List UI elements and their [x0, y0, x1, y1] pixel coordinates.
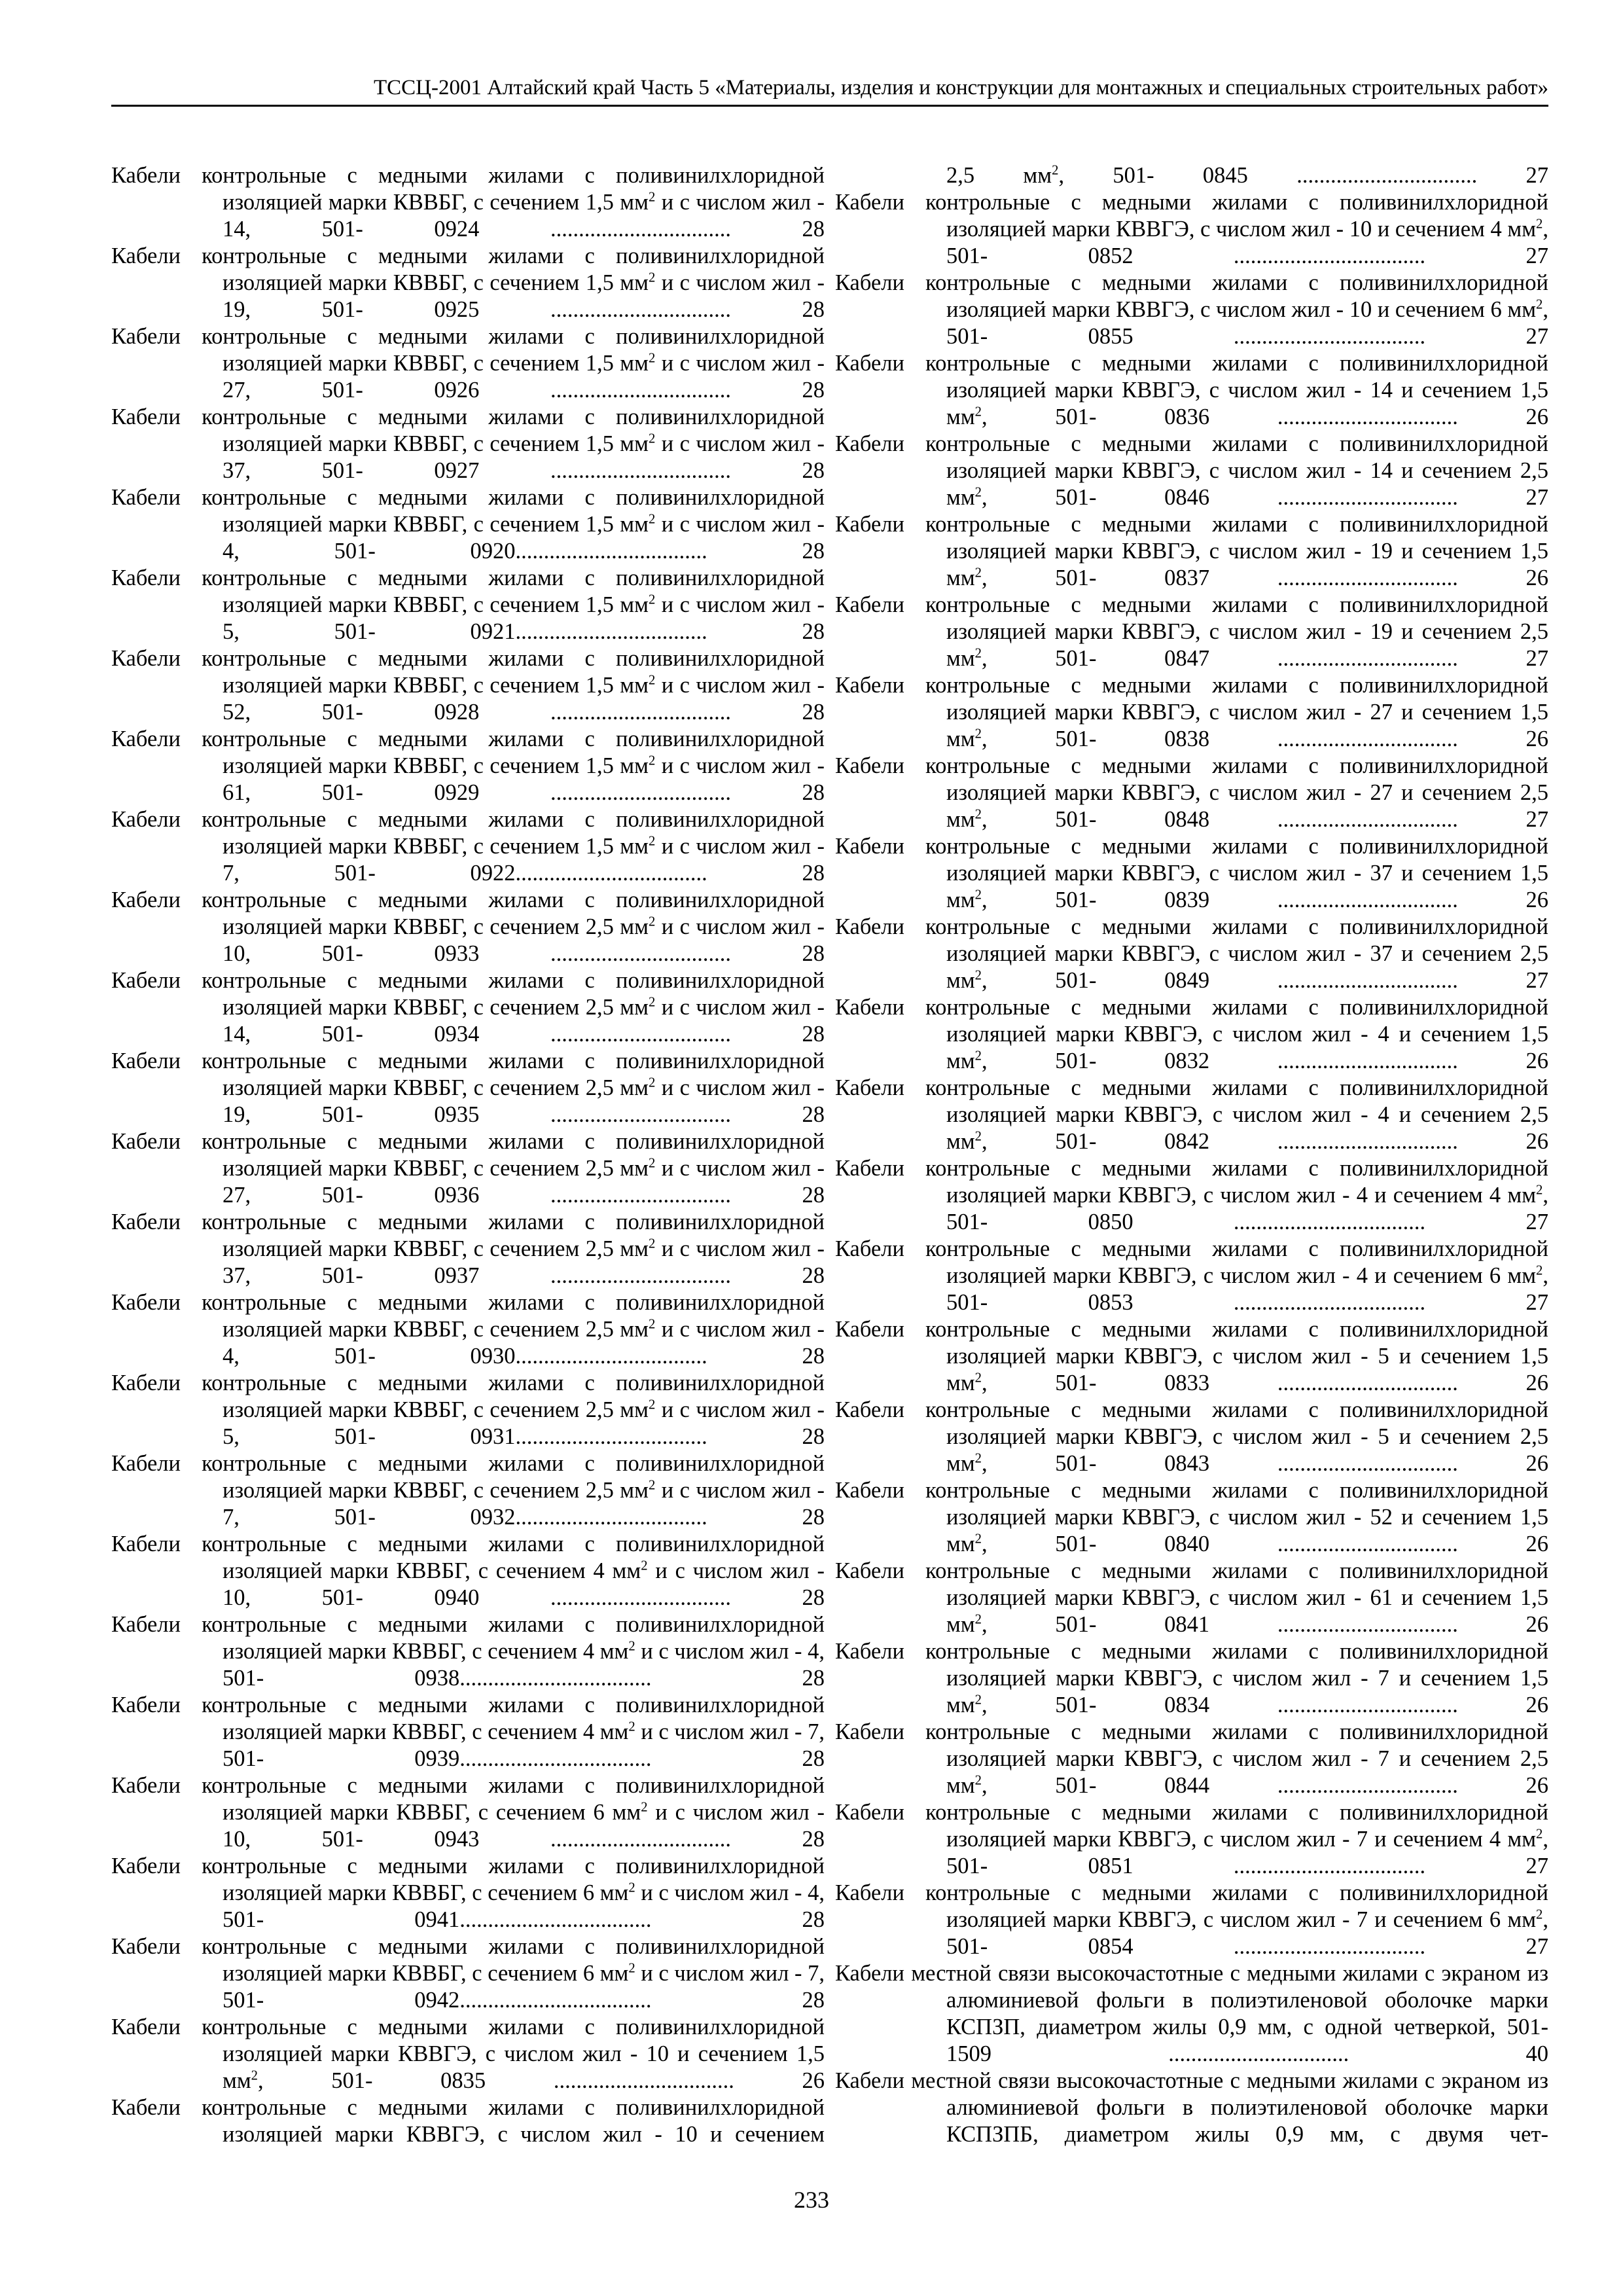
index-entry: Кабели контрольные с медными жилами с поливинилхлоридной изоляцией марки КВВБГ, с сечением 4 $мм^2$ и с числом жил - 10, 501- 0940 ................................ 28: [111, 1532, 825, 1610]
index-entry: Кабели контрольные с медными жилами с поливинилхлоридной изоляцией марки КВВГЭ, с числом жил - 27 и сечением 2,5 $мм^2$, 501- 0848 ................................ 27: [835, 753, 1548, 832]
index-entry: Кабели контрольные с медными жилами с поливинилхлоридной изоляцией марки КВВБГ, с сечением 2,5 $мм^2$ и с числом жил - 4, 501- 0930.................................. 28: [111, 1290, 825, 1369]
index-entry: Кабели контрольные с медными жилами с поливинилхлоридной изоляцией марки КВВГЭ, с числом жил - 10 и сечением 4 $мм^2$, 501- 0852 .................................. 27: [835, 190, 1548, 268]
index-entry: Кабели контрольные с медными жилами с поливинилхлоридной изоляцией марки КВВБГ, с сечением 1,5 $мм^2$ и с числом жил - 37, 501- 0927 ................................ 28: [111, 404, 825, 483]
index-entry: Кабели контрольные с медными жилами с поливинилхлоридной изоляцией марки КВВБГ, с сечением 2,5 $мм^2$ и с числом жил - 10, 501- 0933 ................................ 28: [111, 888, 825, 966]
index-entry: Кабели контрольные с медными жилами с поливинилхлоридной изоляцией марки КВВБГ, с сечением 2,5 $мм^2$ и с числом жил - 7, 501- 0932.................................. 28: [111, 1451, 825, 1530]
index-entry: Кабели контрольные с медными жилами с поливинилхлоридной изоляцией марки КВВБГ, с сечением 2,5 $мм^2$ и с числом жил - 5, 501- 0931.................................. 28: [111, 1371, 825, 1449]
index-entry: Кабели контрольные с медными жилами с поливинилхлоридной изоляцией марки КВВГЭ, с числом жил - 10 и сечением: [111, 2095, 825, 2147]
index-entry: Кабели контрольные с медными жилами с поливинилхлоридной изоляцией марки КВВБГ, с сечением 1,5 $мм^2$ и с числом жил - 5, 501- 0921.................................. 28: [111, 565, 825, 644]
index-entry: Кабели контрольные с медными жилами с поливинилхлоридной изоляцией марки КВВБГ, с сечением 2,5 $мм^2$ и с числом жил - 37, 501- 0937 ................................ 28: [111, 1210, 825, 1288]
index-entry: Кабели контрольные с медными жилами с поливинилхлоридной изоляцией марки КВВГЭ, с числом жил - 10 и сечением 1,5 $мм^2$, 501- 0835 ................................ 26: [111, 2015, 825, 2093]
index-entry: Кабели контрольные с медными жилами с поливинилхлоридной изоляцией марки КВВГЭ, с числом жил - 37 и сечением 1,5 $мм^2$, 501- 0839 ................................ 26: [835, 834, 1548, 912]
index-entry: Кабели контрольные с медными жилами с поливинилхлоридной изоляцией марки КВВГЭ, с числом жил - 4 и сечением 4 $мм^2$, 501- 0850 .................................. 27: [835, 1156, 1548, 1234]
index-entry: Кабели контрольные с медными жилами с поливинилхлоридной изоляцией марки КВВБГ, с сечением 4 $мм^2$ и с числом жил - 7, 501- 0939.................................. 28: [111, 1693, 825, 1771]
index-entry: Кабели контрольные с медными жилами с поливинилхлоридной изоляцией марки КВВГЭ, с числом жил - 7 и сечением 1,5 $мм^2$, 501- 0834 ................................ 26: [835, 1639, 1548, 1717]
index-entry: Кабели контрольные с медными жилами с поливинилхлоридной изоляцией марки КВВБГ, с сечением 6 $мм^2$ и с числом жил - 10, 501- 0943 ................................ 28: [111, 1773, 825, 1852]
index-entry: Кабели контрольные с медными жилами с поливинилхлоридной изоляцией марки КВВГЭ, с числом жил - 14 и сечением 1,5 $мм^2$, 501- 0836 ................................ 26: [835, 351, 1548, 429]
index-entry: Кабели контрольные с медными жилами с поливинилхлоридной изоляцией марки КВВГЭ, с числом жил - 14 и сечением 2,5 $мм^2$, 501- 0846 ................................ 27: [835, 431, 1548, 510]
page-number: 233: [794, 2187, 829, 2213]
index-entry: Кабели контрольные с медными жилами с поливинилхлоридной изоляцией марки КВВБГ, с сечением 1,5 $мм^2$ и с числом жил - 7, 501- 0922.................................. 28: [111, 807, 825, 886]
index-entry: Кабели контрольные с медными жилами с поливинилхлоридной изоляцией марки КВВГЭ, с числом жил - 5 и сечением 2,5 $мм^2$, 501- 0843 ................................ 26: [835, 1397, 1548, 1476]
index-entry: Кабели контрольные с медными жилами с поливинилхлоридной изоляцией марки КВВГЭ, с числом жил - 4 и сечением 6 $мм^2$, 501- 0853 .................................. 27: [835, 1236, 1548, 1315]
index-entry: Кабели контрольные с медными жилами с поливинилхлоридной изоляцией марки КВВГЭ, с числом жил - 7 и сечением 4 $мм^2$, 501- 0851 .................................. 27: [835, 1800, 1548, 1878]
index-entry: Кабели контрольные с медными жилами с поливинилхлоридной изоляцией марки КВВБГ, с сечением 6 $мм^2$ и с числом жил - 4, 501- 0941.................................. 28: [111, 1854, 825, 1932]
index-entry: Кабели местной связи высокочастотные с медными жилами с экраном из алюминиевой фольги в полиэтиленовой оболочке марки КСПЗПБ, диаметром жилы 0,9 мм, с двумя чет-: [835, 2068, 1548, 2147]
index-entry: Кабели контрольные с медными жилами с поливинилхлоридной изоляцией марки КВВГЭ, с числом жил - 10 и сечением 6 $мм^2$, 501- 0855 .................................. 27: [835, 270, 1548, 349]
index-column-left: [111, 162, 825, 2148]
index-entry: Кабели контрольные с медными жилами с поливинилхлоридной изоляцией марки КВВГЭ, с числом жил - 4 и сечением 1,5 $мм^2$, 501- 0832 ................................ 26: [835, 995, 1548, 1073]
index-entry: Кабели контрольные с медными жилами с поливинилхлоридной изоляцией марки КВВБГ, с сечением 1,5 $мм^2$ и с числом жил - 61, 501- 0929 ................................ 28: [111, 726, 825, 805]
index-entry: Кабели контрольные с медными жилами с поливинилхлоридной изоляцией марки КВВБГ, с сечением 1,5 $мм^2$ и с числом жил - 4, 501- 0920.................................. 28: [111, 485, 825, 564]
index-entry: Кабели контрольные с медными жилами с поливинилхлоридной изоляцией марки КВВГЭ, с числом жил - 7 и сечением 2,5 $мм^2$, 501- 0844 ................................ 26: [835, 1719, 1548, 1798]
index-entry: Кабели контрольные с медными жилами с поливинилхлоридной изоляцией марки КВВГЭ, с числом жил - 27 и сечением 1,5 $мм^2$, 501- 0838 ................................ 26: [835, 673, 1548, 751]
index-entry: Кабели контрольные с медными жилами с поливинилхлоридной изоляцией марки КВВГЭ, с числом жил - 61 и сечением 1,5 $мм^2$, 501- 0841 ................................ 26: [835, 1558, 1548, 1637]
index-entry: Кабели местной связи высокочастотные с медными жилами с экраном из алюминиевой фольги в полиэтиленовой оболочке марки КСПЗП, диаметром жилы 0,9 мм, с одной четверкой, 501- 1509 ................................ 40: [835, 1961, 1548, 2066]
index-entry: Кабели контрольные с медными жилами с поливинилхлоридной изоляцией марки КВВБГ, с сечением 2,5 $мм^2$ и с числом жил - 19, 501- 0935 ................................ 28: [111, 1049, 825, 1127]
index-entry: Кабели контрольные с медными жилами с поливинилхлоридной изоляцией марки КВВГЭ, с числом жил - 19 и сечением 2,5 $мм^2$, 501- 0847 ................................ 27: [835, 592, 1548, 671]
index-column-right: [835, 162, 1548, 2148]
index-entry: Кабели контрольные с медными жилами с поливинилхлоридной изоляцией марки КВВГЭ, с числом жил - 37 и сечением 2,5 $мм^2$, 501- 0849 ................................ 27: [835, 914, 1548, 993]
index-entry: Кабели контрольные с медными жилами с поливинилхлоридной изоляцией марки КВВГЭ, с числом жил - 52 и сечением 1,5 $мм^2$, 501- 0840 ................................ 26: [835, 1478, 1548, 1556]
index-entry: Кабели контрольные с медными жилами с поливинилхлоридной изоляцией марки КВВГЭ, с числом жил - 19 и сечением 1,5 $мм^2$, 501- 0837 ................................ 26: [835, 512, 1548, 590]
running-header: ТССЦ-2001 Алтайский край Часть 5 «Материалы, изделия и конструкции для монтажных и специальных строительных работ»: [373, 76, 1548, 99]
index-entry: Кабели контрольные с медными жилами с поливинилхлоридной изоляцией марки КВВБГ, с сечением 1,5 $мм^2$ и с числом жил - 14, 501- 0924 ................................ 28: [111, 163, 825, 242]
index-entry: Кабели контрольные с медными жилами с поливинилхлоридной изоляцией марки КВВГЭ, с числом жил - 7 и сечением 6 $мм^2$, 501- 0854 .................................. 27: [835, 1880, 1548, 1959]
header-rule: [111, 105, 1548, 107]
index-entry: Кабели контрольные с медными жилами с поливинилхлоридной изоляцией марки КВВГЭ, с числом жил - 5 и сечением 1,5 $мм^2$, 501- 0833 ................................ 26: [835, 1317, 1548, 1395]
index-entry: Кабели контрольные с медными жилами с поливинилхлоридной изоляцией марки КВВБГ, с сечением 6 $мм^2$ и с числом жил - 7, 501- 0942.................................. 28: [111, 1934, 825, 2013]
index-entry: Кабели контрольные с медными жилами с поливинилхлоридной изоляцией марки КВВБГ, с сечением 1,5 $мм^2$ и с числом жил - 27, 501- 0926 ................................ 28: [111, 324, 825, 403]
index-entry: Кабели контрольные с медными жилами с поливинилхлоридной изоляцией марки КВВБГ, с сечением 1,5 $мм^2$ и с числом жил - 19, 501- 0925 ................................ 28: [111, 243, 825, 322]
index-entry: Кабели контрольные с медными жилами с поливинилхлоридной изоляцией марки КВВБГ, с сечением 2,5 $мм^2$ и с числом жил - 27, 501- 0936 ................................ 28: [111, 1129, 825, 1208]
index-entry: Кабели контрольные с медными жилами с поливинилхлоридной изоляцией марки КВВБГ, с сечением 2,5 $мм^2$ и с числом жил - 14, 501- 0934 ................................ 28: [111, 968, 825, 1047]
index-entry: Кабели контрольные с медными жилами с поливинилхлоридной изоляцией марки КВВБГ, с сечением 1,5 $мм^2$ и с числом жил - 52, 501- 0928 ................................ 28: [111, 646, 825, 725]
index-entry: 2,5 $мм^2$, 501- 0845 ................................ 27: [946, 163, 1548, 188]
index-entry: Кабели контрольные с медными жилами с поливинилхлоридной изоляцией марки КВВГЭ, с числом жил - 4 и сечением 2,5 $мм^2$, 501- 0842 ................................ 26: [835, 1075, 1548, 1154]
index-entry: Кабели контрольные с медными жилами с поливинилхлоридной изоляцией марки КВВБГ, с сечением 4 $мм^2$ и с числом жил - 4, 501- 0938.................................. 28: [111, 1612, 825, 1691]
